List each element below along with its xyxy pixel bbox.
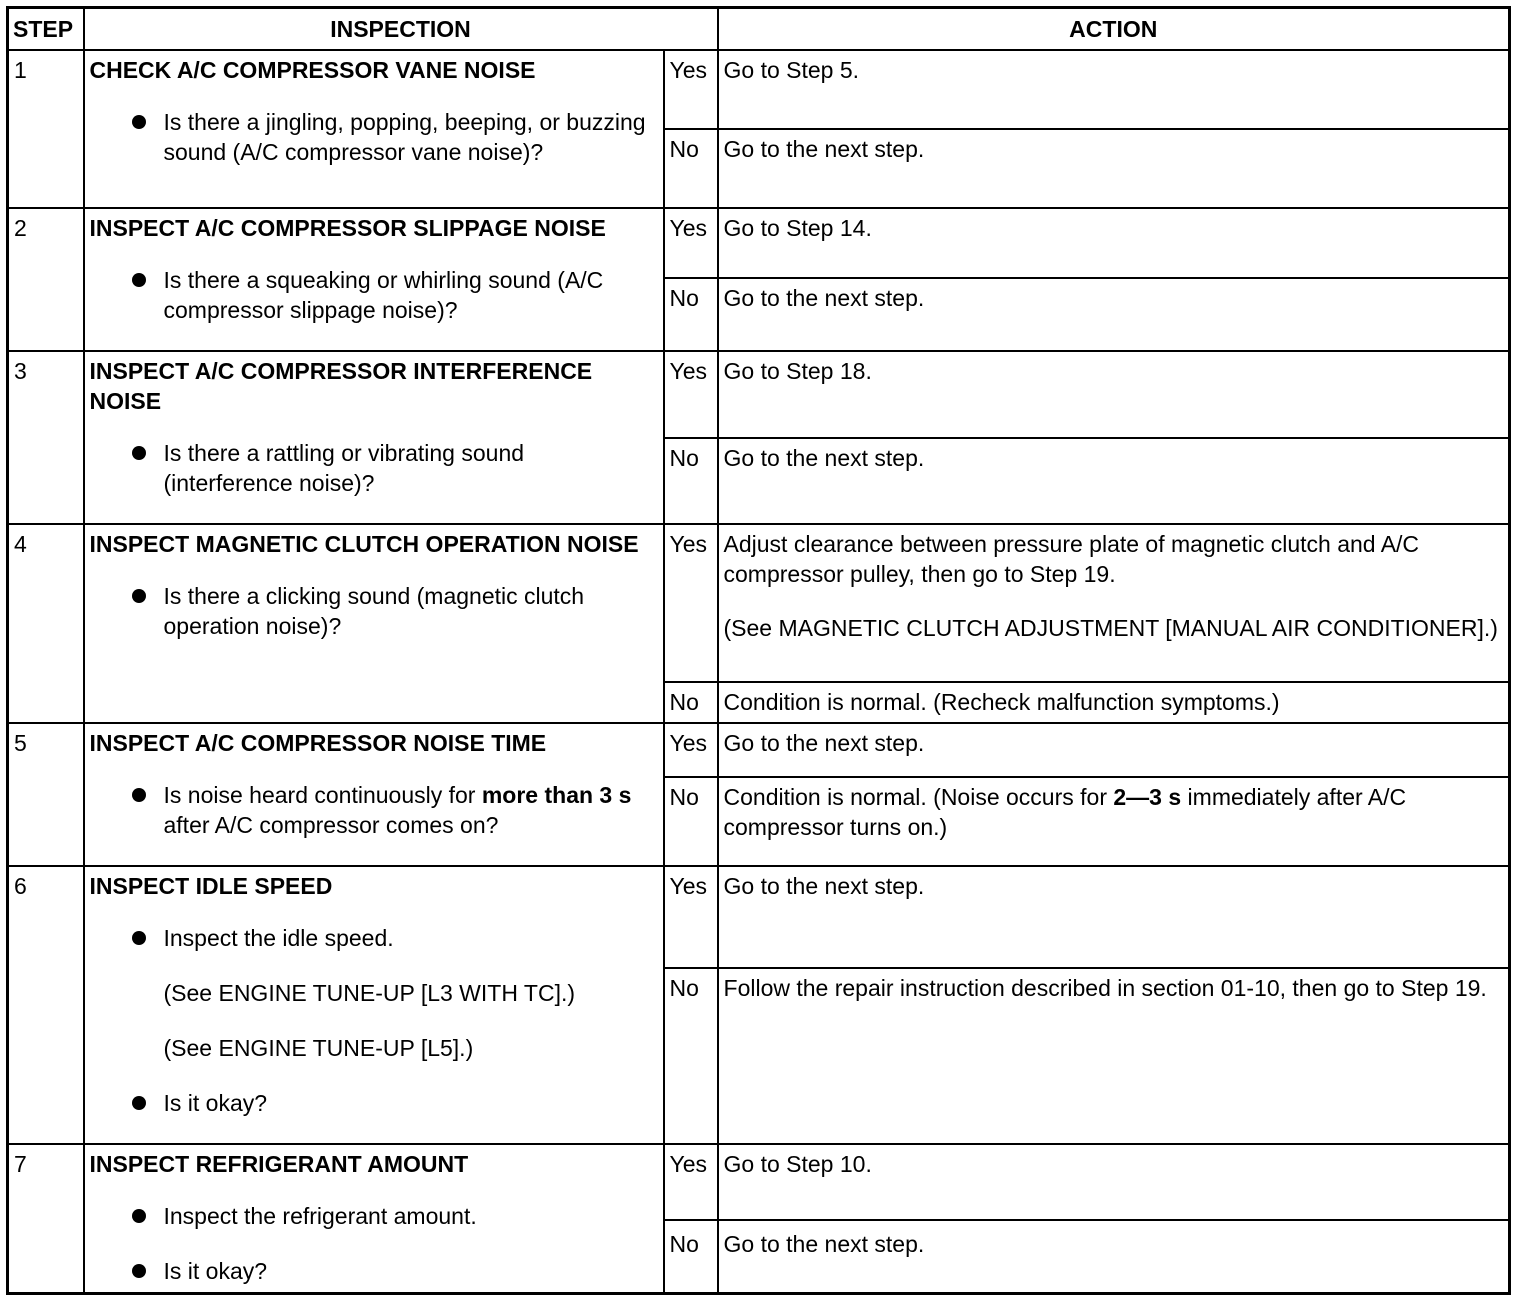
step-number: 3 bbox=[8, 351, 84, 524]
no-label: No bbox=[664, 968, 718, 1144]
no-label: No bbox=[664, 777, 718, 866]
no-label: No bbox=[664, 1220, 718, 1294]
bullet-item: Inspect the idle speed. bbox=[164, 923, 658, 953]
no-action: Go to the next step. bbox=[718, 438, 1510, 524]
header-action: ACTION bbox=[718, 8, 1510, 50]
yes-label: Yes bbox=[664, 524, 718, 682]
no-label: No bbox=[664, 682, 718, 723]
yes-label: Yes bbox=[664, 351, 718, 438]
inspection-title: CHECK A/C COMPRESSOR VANE NOISE bbox=[89, 56, 536, 83]
yes-action: Go to the next step. bbox=[718, 723, 1510, 777]
bullet-item: Is there a squeaking or whirling sound (A/C compressor slippage noise)? bbox=[164, 265, 658, 325]
step-number: 7 bbox=[8, 1144, 84, 1294]
yes-label: Yes bbox=[664, 50, 718, 129]
action-emphasis: 2—3 s bbox=[1113, 783, 1182, 810]
table-row bbox=[8, 351, 1510, 438]
step-number: 2 bbox=[8, 208, 84, 351]
action-text: immediately after A/C compressor turns on.) bbox=[723, 783, 1407, 840]
yes-action: Go to Step 5. bbox=[718, 50, 1510, 129]
bullet-item: Is there a jingling, popping, beeping, or buzzing sound (A/C compressor vane noise)? bbox=[164, 107, 658, 167]
inspection-cell bbox=[84, 351, 664, 524]
step-number: 4 bbox=[8, 524, 84, 723]
bullet-item: Is there a rattling or vibrating sound (interference noise)? bbox=[164, 438, 658, 498]
header-inspection: INSPECTION bbox=[84, 8, 718, 50]
no-label: No bbox=[664, 278, 718, 350]
yes-action: Go to Step 18. bbox=[718, 351, 1510, 438]
yes-action: Go to Step 10. bbox=[718, 1144, 1510, 1220]
yes-label: Yes bbox=[664, 1144, 718, 1220]
table-row bbox=[8, 524, 1510, 682]
bullet-text: after A/C compressor comes on? bbox=[163, 811, 499, 838]
inspection-title: INSPECT IDLE SPEED bbox=[89, 872, 333, 899]
inspection-cell bbox=[84, 723, 664, 866]
yes-label: Yes bbox=[664, 866, 718, 968]
inspection-title: INSPECT A/C COMPRESSOR INTERFERENCE NOISE bbox=[89, 357, 593, 414]
step-number: 6 bbox=[8, 866, 84, 1144]
no-action bbox=[718, 777, 1510, 866]
bullet-item: Is it okay? bbox=[164, 1088, 658, 1118]
yes-action bbox=[718, 524, 1510, 682]
yes-label: Yes bbox=[664, 723, 718, 777]
bullet-item bbox=[164, 780, 658, 840]
inspection-cell bbox=[84, 1144, 664, 1294]
table-row bbox=[8, 1144, 1510, 1220]
inspection-title: INSPECT MAGNETIC CLUTCH OPERATION NOISE bbox=[89, 530, 639, 557]
bullet-item: Inspect the refrigerant amount. bbox=[164, 1201, 658, 1231]
inspection-title: INSPECT A/C COMPRESSOR NOISE TIME bbox=[89, 729, 547, 756]
bullet-item: Is there a clicking sound (magnetic clutch operation noise)? bbox=[164, 581, 658, 641]
reference-text: (See ENGINE TUNE-UP [L5].) bbox=[163, 1034, 474, 1061]
no-action: Follow the repair instruction described in section 01-10, then go to Step 19. bbox=[718, 968, 1510, 1144]
bullet-text: Is noise heard continuously for bbox=[163, 781, 482, 808]
no-action: Go to the next step. bbox=[718, 278, 1510, 350]
table-row bbox=[8, 866, 1510, 968]
no-action: Condition is normal. (Recheck malfunction symptoms.) bbox=[718, 682, 1510, 723]
yes-action: Go to Step 14. bbox=[718, 208, 1510, 279]
no-label: No bbox=[664, 129, 718, 208]
inspection-cell bbox=[84, 524, 664, 723]
action-text: Condition is normal. (Noise occurs for bbox=[723, 783, 1114, 810]
no-action: Go to the next step. bbox=[718, 129, 1510, 208]
table-row bbox=[8, 208, 1510, 279]
no-action: Go to the next step. bbox=[718, 1220, 1510, 1294]
yes-label: Yes bbox=[664, 208, 718, 279]
yes-action: Go to the next step. bbox=[718, 866, 1510, 968]
bullet-item: Is it okay? bbox=[164, 1256, 658, 1286]
table-row bbox=[8, 50, 1510, 129]
header-row bbox=[8, 8, 1510, 50]
inspection-cell bbox=[84, 866, 664, 1144]
no-label: No bbox=[664, 438, 718, 524]
inspection-cell bbox=[84, 50, 664, 208]
inspection-title: INSPECT REFRIGERANT AMOUNT bbox=[89, 1150, 469, 1177]
table-row bbox=[8, 723, 1510, 777]
diagnostic-table bbox=[6, 6, 1511, 1295]
bullet-emphasis: more than 3 s bbox=[481, 781, 632, 808]
reference-text: (See ENGINE TUNE-UP [L3 WITH TC].) bbox=[163, 979, 576, 1006]
action-text: Adjust clearance between pressure plate of magnetic clutch and A/C compressor pulley, then go to Step 19. bbox=[723, 530, 1420, 587]
header-step: STEP bbox=[8, 8, 84, 50]
inspection-cell bbox=[84, 208, 664, 351]
step-number: 5 bbox=[8, 723, 84, 866]
action-reference: (See MAGNETIC CLUTCH ADJUSTMENT [MANUAL AIR CONDITIONER].) bbox=[723, 614, 1498, 641]
inspection-title: INSPECT A/C COMPRESSOR SLIPPAGE NOISE bbox=[89, 214, 606, 241]
step-number: 1 bbox=[8, 50, 84, 208]
